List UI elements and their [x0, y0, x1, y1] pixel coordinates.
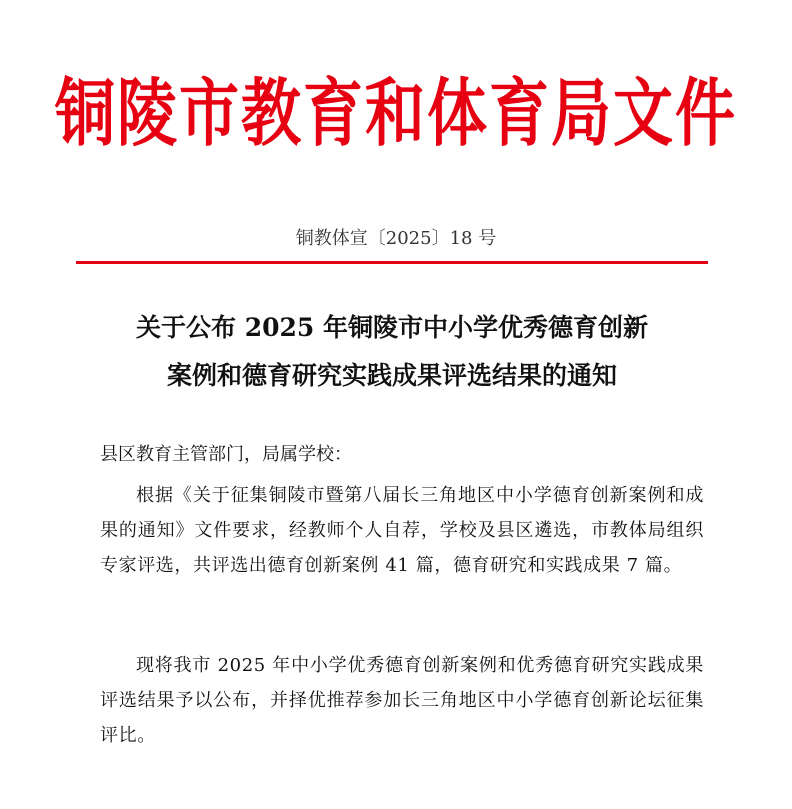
body-paragraph-1: 根据《关于征集铜陵市暨第八届长三角地区中小学德育创新案例和成果的通知》文件要求，经教师个人自荐，学校及县区遴选，市教体局组织专家评选，共评选出德育创新案例 41 篇，德育研究和实践成果 7 篇。 — [100, 485, 704, 576]
body-paragraph-2: 现将我市 2025 年中小学优秀德育创新案例和优秀德育研究实践成果评选结果予以公布，并择优推荐参加长三角地区中小学德育创新论坛征集评比。 — [100, 655, 704, 746]
notice-title — [76, 304, 708, 400]
document-number: 铜教体宣〔2025〕18 号 — [295, 228, 497, 249]
red-divider-line — [76, 261, 708, 264]
notice-title-line-1: 关于公布 2025 年铜陵市中小学优秀德育创新 — [136, 313, 648, 342]
issuer-header: 铜陵市教育和体育局文件 — [55, 71, 737, 157]
salutation: 县区教育主管部门，局属学校： — [100, 444, 352, 465]
notice-title-line-2: 案例和德育研究实践成果评选结果的通知 — [166, 361, 617, 390]
